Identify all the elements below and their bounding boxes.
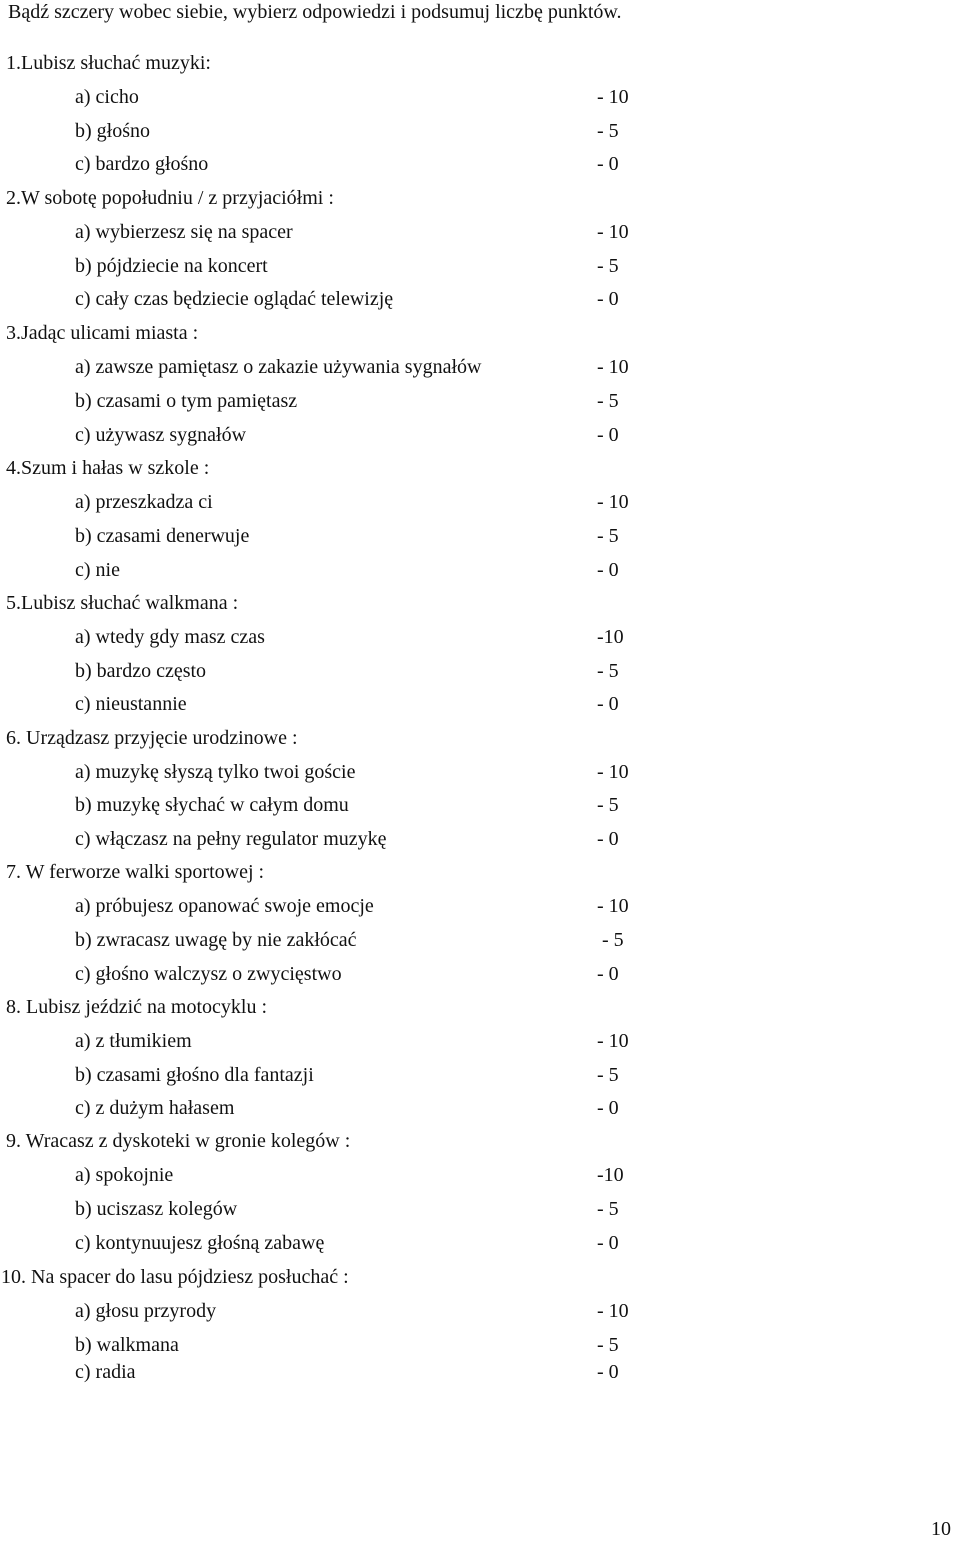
option-points: - 5 — [597, 1334, 619, 1356]
option-points: - 0 — [597, 1232, 619, 1254]
question-title: 9. Wracasz z dyskoteki w gronie kolegów : — [6, 1130, 351, 1152]
option-points: - 0 — [597, 828, 619, 850]
question-title: 6. Urządzasz przyjęcie urodzinowe : — [6, 727, 298, 749]
option-text: c) bardzo głośno — [75, 153, 209, 175]
option-points: - 10 — [597, 761, 629, 783]
question-title: 8. Lubisz jeździć na motocyklu : — [6, 996, 268, 1018]
option-text: c) głośno walczysz o zwycięstwo — [75, 963, 342, 985]
option-text: a) wtedy gdy masz czas — [75, 626, 265, 648]
page-number: 10 — [931, 1518, 951, 1540]
option-points: - 10 — [597, 895, 629, 917]
option-points: -10 — [597, 626, 624, 648]
option-text: b) walkmana — [75, 1334, 179, 1356]
option-text: b) uciszasz kolegów — [75, 1198, 238, 1220]
option-text: b) głośno — [75, 120, 150, 142]
option-text: a) wybierzesz się na spacer — [75, 221, 293, 243]
option-points: - 10 — [597, 356, 629, 378]
option-points: - 0 — [597, 559, 619, 581]
question-title: 4.Szum i hałas w szkole : — [6, 457, 210, 479]
option-text: a) głosu przyrody — [75, 1300, 217, 1322]
option-text: b) czasami głośno dla fantazji — [75, 1064, 314, 1086]
option-points: - 5 — [597, 1198, 619, 1220]
question-title: 2.W sobotę popołudniu / z przyjaciółmi : — [6, 187, 334, 209]
option-text: b) bardzo często — [75, 660, 207, 682]
option-points: - 5 — [597, 525, 619, 547]
option-text: c) z dużym hałasem — [75, 1097, 235, 1119]
option-points: - 5 — [597, 255, 619, 277]
option-text: c) cały czas będziecie oglądać telewizję — [75, 288, 394, 310]
option-points: -10 — [597, 1164, 624, 1186]
option-text: a) przeszkadza ci — [75, 491, 213, 513]
option-points: - 0 — [597, 1361, 619, 1383]
option-text: b) muzykę słychać w całym domu — [75, 794, 349, 816]
option-points: - 5 — [597, 390, 619, 412]
question-title: 1.Lubisz słuchać muzyki: — [6, 52, 211, 74]
option-points: - 5 — [597, 1064, 619, 1086]
intro-instruction: Bądź szczery wobec siebie, wybierz odpowiedzi i podsumuj liczbę punktów. — [8, 1, 622, 23]
option-text: a) z tłumikiem — [75, 1030, 192, 1052]
option-points: - 5 — [597, 794, 619, 816]
option-text: c) radia — [75, 1361, 136, 1383]
option-points: - 0 — [597, 693, 619, 715]
option-text: c) nieustannie — [75, 693, 187, 715]
option-points: - 0 — [597, 288, 619, 310]
option-points: - 10 — [597, 221, 629, 243]
option-text: c) używasz sygnałów — [75, 424, 247, 446]
option-text: a) cicho — [75, 86, 139, 108]
option-text: b) czasami o tym pamiętasz — [75, 390, 298, 412]
option-text: b) zwracasz uwagę by nie zakłócać — [75, 929, 357, 951]
option-points: - 5 — [597, 660, 619, 682]
option-points: - 0 — [597, 153, 619, 175]
option-text: c) kontynuujesz głośną zabawę — [75, 1232, 325, 1254]
option-text: b) pójdziecie na koncert — [75, 255, 268, 277]
option-text: a) próbujesz opanować swoje emocje — [75, 895, 374, 917]
option-text: a) zawsze pamiętasz o zakazie używania sygnałów — [75, 356, 482, 378]
question-title: 3.Jadąc ulicami miasta : — [6, 322, 199, 344]
option-text: c) włączasz na pełny regulator muzykę — [75, 828, 387, 850]
option-text: b) czasami denerwuje — [75, 525, 250, 547]
option-points: - 10 — [597, 491, 629, 513]
option-points: - 10 — [597, 1300, 629, 1322]
option-points: - 0 — [597, 963, 619, 985]
option-points: - 10 — [597, 1030, 629, 1052]
option-points: - 0 — [597, 1097, 619, 1119]
question-title: 10. Na spacer do lasu pójdziesz posłuchać : — [1, 1266, 349, 1288]
option-points: - 5 — [597, 929, 624, 951]
option-text: c) nie — [75, 559, 120, 581]
option-points: - 10 — [597, 86, 629, 108]
option-points: - 0 — [597, 424, 619, 446]
option-points: - 5 — [597, 120, 619, 142]
question-title: 7. W ferworze walki sportowej : — [6, 861, 265, 883]
option-text: a) spokojnie — [75, 1164, 174, 1186]
option-text: a) muzykę słyszą tylko twoi goście — [75, 761, 356, 783]
question-title: 5.Lubisz słuchać walkmana : — [6, 592, 239, 614]
